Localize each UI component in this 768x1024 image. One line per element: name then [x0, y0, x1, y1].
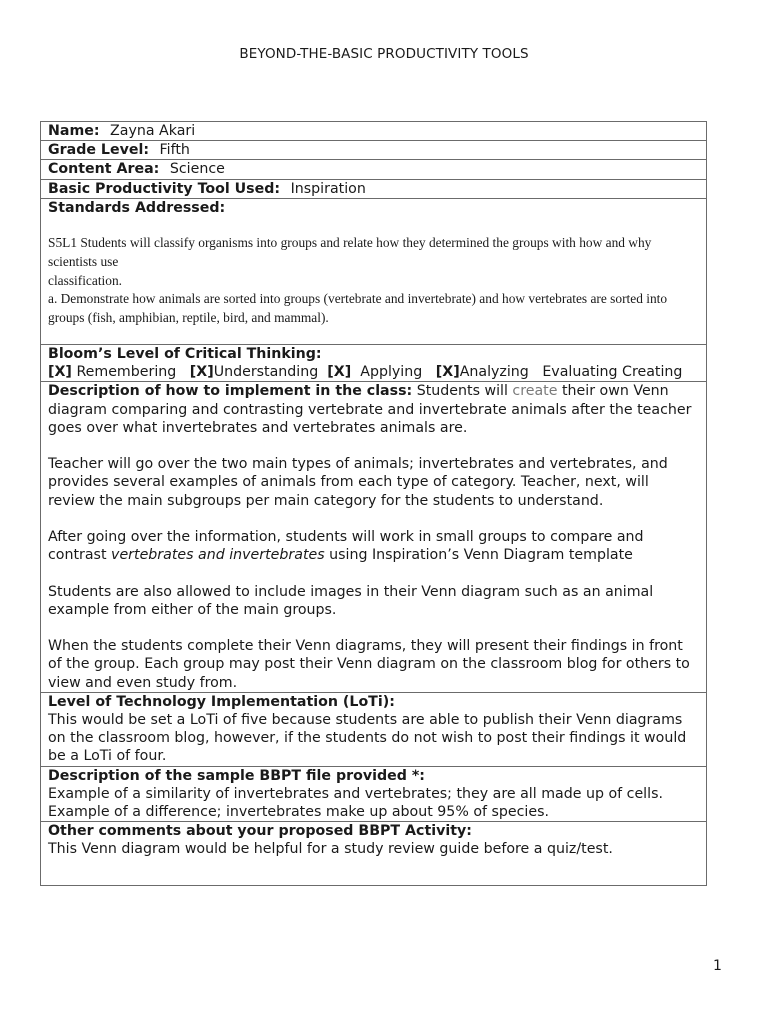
lesson-plan-form [40, 121, 707, 886]
blooms-mark-1: [X] [48, 364, 72, 381]
description-p3-start: After going over the information, students will work in small groups to compare and contrast [48, 529, 644, 564]
description-paragraph-4: Students are also allowed to include images in their Venn diagram such as an animal example from either of the main groups. [48, 583, 654, 618]
page-number: 1 [713, 958, 722, 974]
blooms-level-understanding: Understanding [213, 364, 319, 381]
standards-row [41, 198, 707, 344]
description-row [41, 382, 707, 692]
description-paragraph-5: When the students complete their Venn diagrams, they will present their findings in front of the group. Each group may post their Venn diagram on the classroom blog for others to view and even study from. [48, 638, 690, 691]
grade-row [41, 141, 707, 160]
description-paragraph-3 [48, 528, 699, 564]
description-label: Description of how to implement in the class: [48, 383, 413, 400]
tool-value: Inspiration [290, 180, 366, 197]
document-title: BEYOND-THE-BASIC PRODUCTIVITY TOOLS [239, 46, 529, 62]
blooms-level-applying: Applying [360, 364, 423, 381]
content-area-row [41, 160, 707, 179]
blooms-level-evaluating: Evaluating [542, 364, 618, 381]
blooms-row [41, 345, 707, 382]
loti-row [41, 692, 707, 766]
comments-text: This Venn diagram would be helpful for a study review guide before a quiz/test. [48, 841, 613, 858]
sample-line-1: Example of a similarity of invertebrates and vertebrates; they are all made up of cells. [48, 785, 663, 802]
standards-text [48, 234, 699, 344]
loti-label: Level of Technology Implementation (LoTi): [48, 693, 395, 710]
blooms-level-analyzing: Analyzing [459, 364, 529, 381]
tool-label: Basic Productivity Tool Used: [48, 180, 281, 197]
grade-label: Grade Level: [48, 142, 150, 159]
sample-line-2: Example of a difference; invertebrates make up about 95% of species. [48, 804, 550, 821]
blooms-mark-3: [X] [327, 364, 352, 381]
standards-line-2: classification. [48, 272, 122, 288]
description-p3-end: using Inspiration’s Venn Diagram template [329, 547, 633, 564]
description-paragraph-2: Teacher will go over the two main types of animals; invertebrates and vertebrates, and provides several examples of animals from each type of category. Teacher, next, will review the main subgroups per main category for the students to understand. [48, 456, 668, 509]
description-p1-start: Students will [416, 383, 508, 400]
name-row [41, 122, 707, 141]
name-label: Name: [48, 123, 100, 139]
description-p1-accent: create [512, 383, 558, 400]
standards-label: Standards Addressed: [48, 199, 226, 216]
blooms-level-creating: Creating [622, 364, 683, 381]
standards-line-1: S5L1 Students will classify organisms into groups and relate how they determined the groups with how and why scientists use [48, 235, 652, 269]
comments-spacer [48, 859, 699, 885]
sample-label: Description of the sample BBPT file provided *: [48, 767, 425, 784]
blooms-level-remembering: Remembering [76, 364, 177, 381]
sample-row [41, 766, 707, 822]
description-p1-end: their own Venn diagram comparing and contrasting vertebrate and invertebrate animals after the teacher goes over what invertebrates and vertebrates animals are. [48, 383, 692, 436]
grade-value: Fifth [159, 142, 190, 159]
comments-row [41, 822, 707, 885]
content-area-value: Science [169, 161, 225, 178]
blooms-levels [48, 363, 699, 381]
description-p3-italic: vertebrates and invertebrates [111, 547, 325, 564]
comments-label: Other comments about your proposed BBPT Activity: [48, 823, 472, 840]
description-paragraph-1 [48, 382, 699, 437]
blooms-label: Bloom’s Level of Critical Thinking: [48, 346, 322, 362]
blooms-mark-4: [X] [435, 364, 460, 381]
name-value: Zayna Akari [110, 123, 196, 139]
loti-text: This would be set a LoTi of five because students are able to publish their Venn diagrams on the classroom blog, however, if the students do not wish to post their findings it would be a LoTi of four. [48, 712, 687, 765]
tool-row [41, 179, 707, 198]
content-area-label: Content Area: [48, 161, 160, 178]
blooms-mark-2: [X] [189, 364, 214, 381]
standards-line-3: a. Demonstrate how animals are sorted into groups (vertebrate and invertebrate) and how vertebrates are sorted into groups (fish, amphibian, reptile, bird, and mammal). [48, 291, 668, 326]
